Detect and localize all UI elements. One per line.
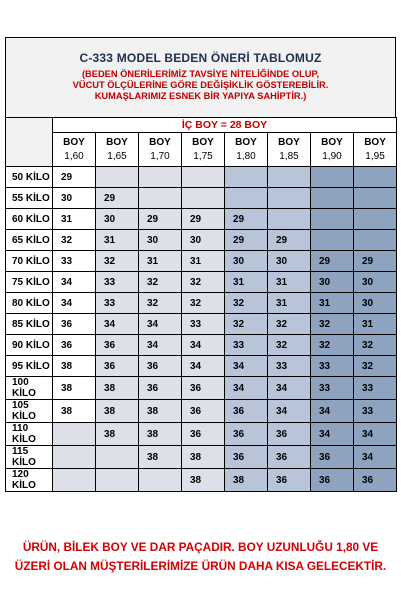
- height-label: BOY: [149, 136, 171, 148]
- size-cell: 34: [53, 272, 96, 293]
- size-cell: 33: [182, 314, 225, 335]
- size-cell: 29: [182, 209, 225, 230]
- weight-label: 65 KİLO: [6, 230, 53, 251]
- size-cell: 36: [268, 469, 311, 492]
- size-cell: 30: [268, 251, 311, 272]
- size-cell: [139, 167, 182, 188]
- size-cell: 38: [139, 400, 182, 423]
- table-row: [6, 356, 397, 377]
- height-value: 1,75: [193, 150, 213, 162]
- size-cell: [96, 167, 139, 188]
- height-column-header: [96, 133, 139, 167]
- height-label: BOY: [364, 136, 386, 148]
- height-label: BOY: [63, 136, 85, 148]
- size-cell: 33: [311, 377, 354, 400]
- size-cell: 36: [225, 400, 268, 423]
- size-cell: 29: [96, 188, 139, 209]
- size-cell: 31: [182, 251, 225, 272]
- size-cell: 29: [311, 251, 354, 272]
- table-row: [6, 293, 397, 314]
- size-cell: 36: [96, 356, 139, 377]
- chart-title: C-333 MODEL BEDEN ÖNERİ TABLOMUZ: [79, 51, 322, 65]
- size-cell: 29: [53, 167, 96, 188]
- size-cell: 29: [225, 209, 268, 230]
- weight-label: 110 KİLO: [6, 423, 53, 446]
- size-cell: 33: [354, 400, 397, 423]
- size-cell: 38: [96, 423, 139, 446]
- size-cell: 32: [311, 314, 354, 335]
- size-cell: 32: [139, 272, 182, 293]
- size-cell: 32: [354, 356, 397, 377]
- height-column-header: [268, 133, 311, 167]
- note-line-1: (BEDEN ÖNERİLERİMİZ TAVSİYE NİTELİĞİNDE OLUP,: [81, 69, 320, 79]
- size-cell: 38: [96, 400, 139, 423]
- size-cell: [53, 469, 96, 492]
- size-cell: 30: [53, 188, 96, 209]
- height-value: 1,80: [236, 150, 256, 162]
- size-cell: 36: [225, 446, 268, 469]
- weight-label: 60 KİLO: [6, 209, 53, 230]
- height-value: 1,70: [150, 150, 170, 162]
- weight-label: 70 KİLO: [6, 251, 53, 272]
- table-row: [6, 209, 397, 230]
- size-table: [5, 117, 397, 492]
- size-cell: 36: [311, 446, 354, 469]
- table-row: [6, 230, 397, 251]
- size-cell: [182, 188, 225, 209]
- size-cell: 29: [225, 230, 268, 251]
- height-value: 1,85: [279, 150, 299, 162]
- size-cell: 30: [311, 272, 354, 293]
- size-cell: [268, 188, 311, 209]
- size-cell: 33: [268, 356, 311, 377]
- height-column-header: [182, 133, 225, 167]
- size-cell: 29: [268, 230, 311, 251]
- size-cell: 36: [139, 377, 182, 400]
- size-cell: [53, 423, 96, 446]
- size-cell: 33: [96, 272, 139, 293]
- size-cell: [225, 188, 268, 209]
- size-cell: [53, 446, 96, 469]
- size-cell: 38: [182, 446, 225, 469]
- height-label: BOY: [192, 136, 214, 148]
- size-cell: 38: [225, 469, 268, 492]
- size-cell: 31: [96, 230, 139, 251]
- size-cell: 36: [53, 335, 96, 356]
- table-row: [6, 188, 397, 209]
- footer-notice: [0, 538, 401, 576]
- weight-label: 95 KİLO: [6, 356, 53, 377]
- size-cell: 34: [311, 423, 354, 446]
- size-cell: [354, 188, 397, 209]
- size-cell: 32: [53, 230, 96, 251]
- size-cell: 29: [354, 251, 397, 272]
- size-cell: [225, 167, 268, 188]
- size-cell: 33: [225, 335, 268, 356]
- size-cell: [354, 230, 397, 251]
- size-cell: 38: [53, 356, 96, 377]
- size-cell: 34: [311, 400, 354, 423]
- size-cell: 34: [139, 314, 182, 335]
- size-cell: 32: [225, 293, 268, 314]
- table-corner: [6, 118, 53, 167]
- size-cell: [139, 188, 182, 209]
- size-cell: 34: [182, 335, 225, 356]
- size-cell: 34: [354, 423, 397, 446]
- size-cell: 34: [53, 293, 96, 314]
- weight-label: 90 KİLO: [6, 335, 53, 356]
- table-row: [6, 377, 397, 400]
- size-cell: 30: [354, 272, 397, 293]
- size-cell: 38: [53, 400, 96, 423]
- table-row: [6, 446, 397, 469]
- table-row: [6, 272, 397, 293]
- size-cell: 31: [268, 293, 311, 314]
- size-cell: 32: [96, 251, 139, 272]
- height-label: BOY: [278, 136, 300, 148]
- note-line-3: KUMAŞLARIMIZ ESNEK BİR YAPIYA SAHİPTİR.): [94, 91, 307, 101]
- size-cell: 38: [182, 469, 225, 492]
- size-cell: 34: [268, 400, 311, 423]
- size-cell: 38: [139, 423, 182, 446]
- size-cell: 34: [96, 314, 139, 335]
- size-cell: 36: [182, 377, 225, 400]
- table-row: [6, 167, 397, 188]
- size-cell: 32: [182, 293, 225, 314]
- size-cell: 34: [268, 377, 311, 400]
- size-cell: 31: [354, 314, 397, 335]
- size-cell: 30: [225, 251, 268, 272]
- height-value: 1,60: [64, 150, 84, 162]
- height-header-row: [6, 133, 397, 167]
- size-cell: 36: [268, 423, 311, 446]
- size-cell: [139, 469, 182, 492]
- size-cell: 30: [182, 230, 225, 251]
- size-cell: [96, 446, 139, 469]
- size-cell: 38: [96, 377, 139, 400]
- size-cell: 32: [354, 335, 397, 356]
- size-cell: 30: [354, 293, 397, 314]
- size-cell: 31: [225, 272, 268, 293]
- size-cell: [182, 167, 225, 188]
- height-label: BOY: [106, 136, 128, 148]
- size-cell: 33: [96, 293, 139, 314]
- table-row: [6, 314, 397, 335]
- size-cell: 32: [268, 335, 311, 356]
- size-cell: 36: [139, 356, 182, 377]
- size-cell: [354, 209, 397, 230]
- height-column-header: [53, 133, 96, 167]
- height-label: BOY: [321, 136, 343, 148]
- size-cell: 31: [139, 251, 182, 272]
- weight-label: 80 KİLO: [6, 293, 53, 314]
- size-cell: 36: [354, 469, 397, 492]
- inner-leg-label: İÇ BOY = 28 BOY: [53, 118, 397, 133]
- size-cell: 33: [354, 377, 397, 400]
- weight-label: 115 KİLO: [6, 446, 53, 469]
- size-cell: 33: [53, 251, 96, 272]
- note-line-2: VÜCUT ÖLÇÜLERİNE GÖRE DEĞİŞİKLİK GÖSTEREBİLİR.: [72, 80, 329, 90]
- size-cell: 34: [225, 356, 268, 377]
- height-column-header: [354, 133, 397, 167]
- size-cell: 32: [182, 272, 225, 293]
- size-cell: 34: [182, 356, 225, 377]
- size-cell: 34: [225, 377, 268, 400]
- weight-label: 85 KİLO: [6, 314, 53, 335]
- size-cell: 34: [139, 335, 182, 356]
- table-row: [6, 423, 397, 446]
- table-row: [6, 335, 397, 356]
- size-cell: 36: [53, 314, 96, 335]
- size-cell: 38: [139, 446, 182, 469]
- size-cell: 31: [268, 272, 311, 293]
- weight-label: 50 KİLO: [6, 167, 53, 188]
- chart-header: [5, 37, 396, 117]
- height-column-header: [311, 133, 354, 167]
- height-value: 1,65: [107, 150, 127, 162]
- size-cell: 29: [139, 209, 182, 230]
- size-cell: 31: [311, 293, 354, 314]
- size-cell: [311, 167, 354, 188]
- size-cell: 36: [311, 469, 354, 492]
- size-cell: 30: [96, 209, 139, 230]
- height-label: BOY: [235, 136, 257, 148]
- weight-label: 100 KİLO: [6, 377, 53, 400]
- size-cell: 30: [139, 230, 182, 251]
- height-column-header: [139, 133, 182, 167]
- weight-label: 105 KİLO: [6, 400, 53, 423]
- size-cell: [268, 167, 311, 188]
- size-cell: 36: [182, 423, 225, 446]
- size-cell: [311, 230, 354, 251]
- height-value: 1,90: [322, 150, 342, 162]
- size-cell: 33: [311, 356, 354, 377]
- size-cell: [311, 188, 354, 209]
- footer-line-1: ÜRÜN, BİLEK BOY VE DAR PAÇADIR. BOY UZUNLUĞU 1,80 VE: [22, 540, 379, 554]
- size-cell: 32: [311, 335, 354, 356]
- footer-line-2: ÜZERİ OLAN MÜŞTERİLERİMİZE ÜRÜN DAHA KISA GELECEKTİR.: [14, 559, 387, 573]
- weight-label: 120 KİLO: [6, 469, 53, 492]
- size-cell: 32: [225, 314, 268, 335]
- table-row: [6, 400, 397, 423]
- size-cell: 36: [182, 400, 225, 423]
- table-row: [6, 251, 397, 272]
- size-cell: 32: [268, 314, 311, 335]
- size-cell: 31: [53, 209, 96, 230]
- size-chart: [5, 37, 396, 492]
- size-cell: [96, 469, 139, 492]
- size-cell: 34: [354, 446, 397, 469]
- weight-label: 75 KİLO: [6, 272, 53, 293]
- size-cell: [268, 209, 311, 230]
- size-cell: 36: [225, 423, 268, 446]
- size-cell: 32: [139, 293, 182, 314]
- size-cell: 36: [96, 335, 139, 356]
- size-cell: 36: [268, 446, 311, 469]
- size-cell: 38: [53, 377, 96, 400]
- size-cell: [311, 209, 354, 230]
- size-cell: [354, 167, 397, 188]
- table-row: [6, 469, 397, 492]
- height-column-header: [225, 133, 268, 167]
- height-value: 1,95: [365, 150, 385, 162]
- weight-label: 55 KİLO: [6, 188, 53, 209]
